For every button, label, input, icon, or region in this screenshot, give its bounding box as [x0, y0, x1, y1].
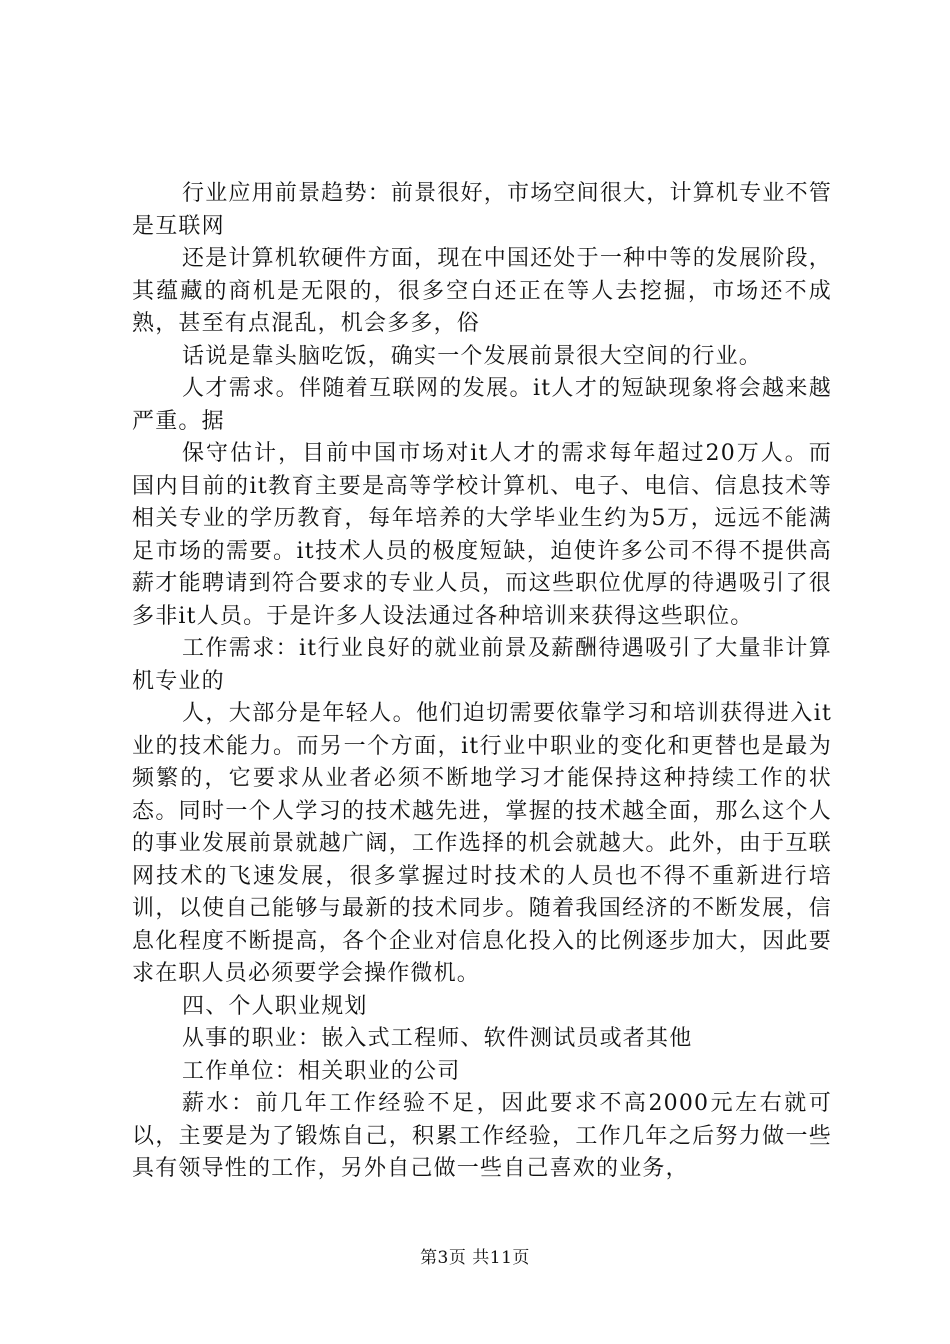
- paragraph-young-people: 人，大部分是年轻人。他们迫切需要依靠学习和培训获得进入it业的技术能力。而另一个方面，it行业中职业的变化和更替也是最为频繁的，它要求从业者必须不断地学习才能保持这种持续工作的状态。同时一个人学习的技术越先进，掌握的技术越全面，那么这个人的事业发展前景就越广阔，工作选择的机会就越大。此外，由于互联网技术的飞速发展，很多掌握过时技术的人员也不得不重新进行培训，以使自己能够与最新的技术同步。随着我国经济的不断发展，信息化程度不断提高，各个企业对信息化投入的比例逐步加大，因此要求在职人员必须要学会操作微机。: [132, 701, 832, 986]
- paragraph-salary: 薪水：前几年工作经验不足，因此要求不高2000元左右就可以，主要是为了锻炼自己，积累工作经验，工作几年之后努力做一些具有领导性的工作，另外自己做一些自己喜欢的业务，: [132, 1091, 832, 1181]
- paragraph-job-demand: 工作需求：it行业良好的就业前景及薪酬待遇吸引了大量非计算机专业的: [132, 636, 832, 694]
- paragraph-industry-outlook: 行业应用前景趋势：前景很好，市场空间很大，计算机专业不管是互联网: [132, 181, 832, 239]
- paragraph-saying: 话说是靠头脑吃饭，确实一个发展前景很大空间的行业。: [182, 343, 763, 369]
- page-footer: 第3页 共11页: [420, 1248, 530, 1268]
- paragraph-occupation: 从事的职业：嵌入式工程师、软件测试员或者其他: [182, 1026, 693, 1051]
- paragraph-work-unit: 工作单位：相关职业的公司: [182, 1058, 461, 1084]
- paragraph-talent-demand: 人才需求。伴随着互联网的发展。it人才的短缺现象将会越来越严重。据: [132, 376, 832, 434]
- document-body: [132, 178, 832, 1186]
- section-heading-career-plan: 四、个人职业规划: [182, 993, 368, 1019]
- paragraph-software-hardware: 还是计算机软硬件方面，现在中国还处于一种中等的发展阶段，其蕴藏的商机是无限的，很多空白还正在等人去挖掘，市场还不成熟，甚至有点混乱，机会多多，俗: [132, 246, 832, 336]
- paragraph-estimate: 保守估计，目前中国市场对it人才的需求每年超过20万人。而国内目前的it教育主要是高等学校计算机、电子、电信、信息技术等相关专业的学历教育，每年培养的大学毕业生约为5万，远远不能满足市场的需要。it技术人员的极度短缺，迫使许多公司不得不提供高薪才能聘请到符合要求的专业人员，而这些职位优厚的待遇吸引了很多非it人员。于是许多人设法通过各种培训来获得这些职位。: [132, 441, 832, 629]
